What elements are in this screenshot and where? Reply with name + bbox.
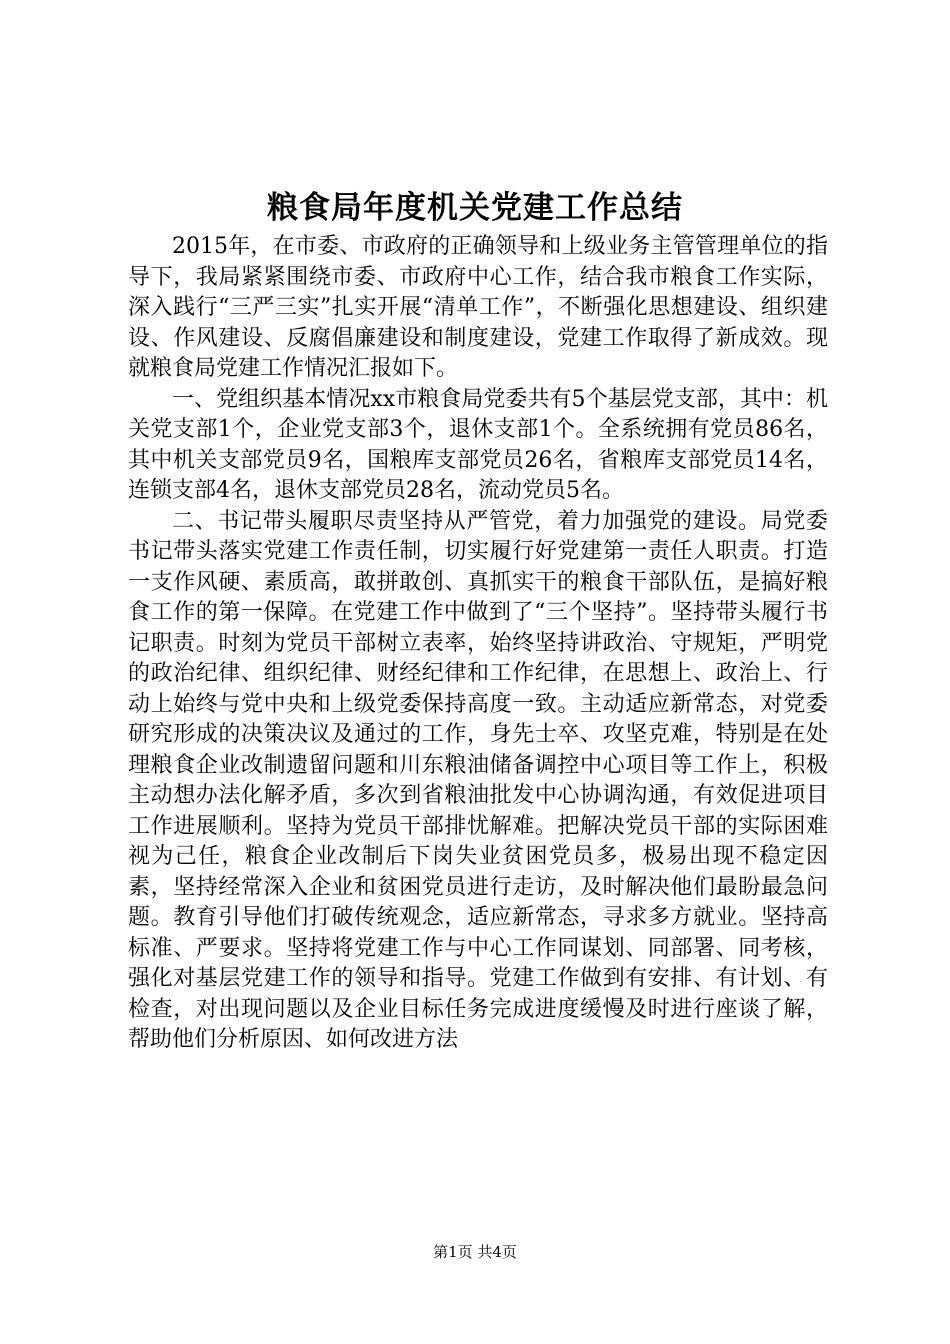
document-title: 粮食局年度机关党建工作总结: [267, 190, 683, 226]
paragraph-section-one: 一、党组织基本情况xx市粮食局党委共有5个基层党支部，其中：机关党支部1个，企业党支部3个，退休支部1个。全系统拥有党员86名，其中机关支部党员9名，国粮库支部党员26名，省粮库支部党员14名，连锁支部4名，退休支部党员28名，流动党员5名。: [128, 386, 828, 503]
paragraph-section-two: 二、书记带头履职尽责坚持从严管党，着力加强党的建设。局党委书记带头落实党建工作责任制，切实履行好党建第一责任人职责。打造一支作风硬、素质高，敢拼敢创、真抓实干的粮食干部队伍，是搞好粮食工作的第一保障。在党建工作中做到了“三个坚持”。坚持带头履行书记职责。时刻为党员干部树立表率，始终坚持讲政治、守规矩，严明党的政治纪律、组织纪律、财经纪律和工作纪律，在思想上、政治上、行动上始终与党中央和上级党委保持高度一致。主动适应新常态，对党委研究形成的决策决议及通过的工作，身先士卒、攻坚克难，特别是在处理粮食企业改制遗留问题和川东粮油储备调控中心项目等工作上，积极主动想办法化解矛盾，多次到省粮油批发中心协调沟通，有效促进项目工作进展顺利。坚持为党员干部排忧解难。把解决党员干部的实际困难视为己任，粮食企业改制后下岗失业贫困党员多，极易出现不稳定因素，坚持经常深入企业和贫困党员进行走访，及时解决他们最盼最急问题。教育引导他们打破传统观念，适应新常态，寻求多方就业。坚持高标准、严要求。坚持将党建工作与中心工作同谋划、同部署、同考核，强化对基层党建工作的领导和指导。党建工作做到有安排、有计划、有检查，对出现问题以及企业目标任务完成进度缓慢及时进行座谈了解，帮助他们分析原因、如何改进方法: [128, 508, 828, 1052]
page-number-footer: 第1页 共4页: [433, 1243, 517, 1261]
document-body: [128, 232, 828, 1056]
paragraph-intro: 2015年，在市委、市政府的正确领导和上级业务主管管理单位的指导下，我局紧紧围绕市委、市政府中心工作，结合我市粮食工作实际，深入践行“三严三实”扎实开展“清单工作”，不断强化思想建设、组织建设、作风建设、反腐倡廉建设和制度建设，党建工作取得了新成效。现就粮食局党建工作情况汇报如下。: [128, 234, 828, 381]
